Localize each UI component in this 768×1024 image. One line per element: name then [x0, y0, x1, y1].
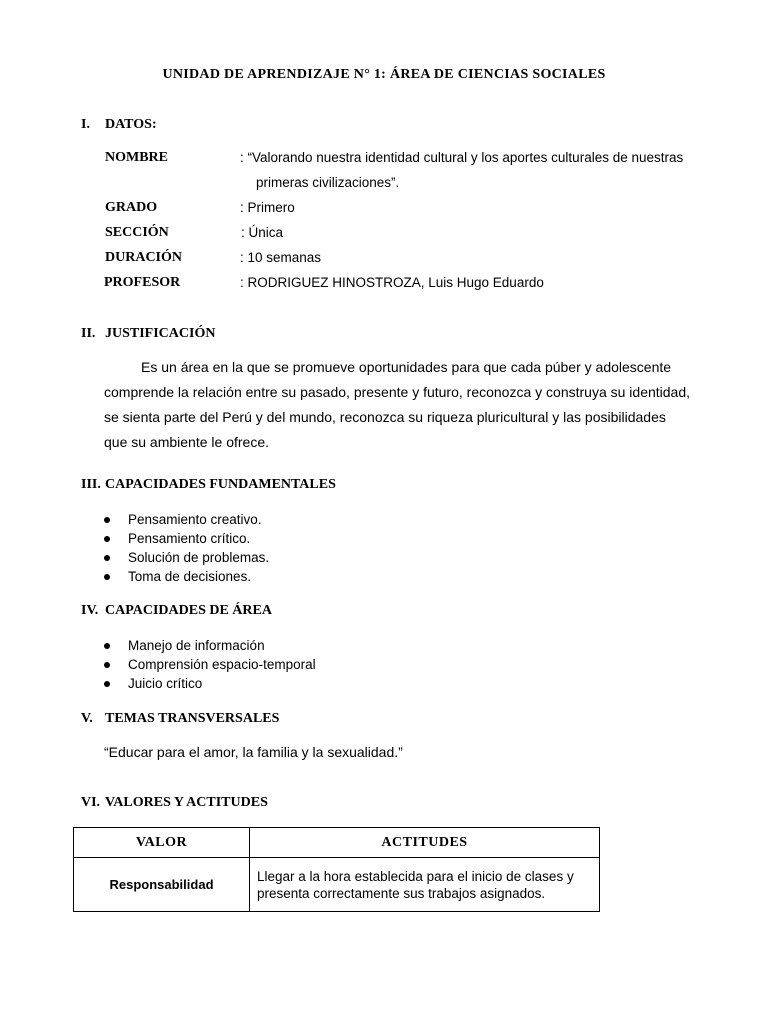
list-item: Pensamiento creativo. — [128, 512, 262, 527]
bullet-icon — [104, 681, 110, 687]
grado-value: : Primero — [240, 200, 295, 215]
bullet-icon — [104, 574, 110, 580]
section-capacidades-fundamentales-heading — [81, 477, 336, 493]
actitudes-cell — [250, 858, 600, 912]
seccion-label: SECCIÓN — [105, 225, 169, 240]
valor-cell: Responsabilidad — [74, 858, 250, 912]
justificacion-line: que su ambiente le ofrece. — [104, 434, 269, 450]
list-item: Solución de problemas. — [128, 550, 269, 565]
section-number: I. — [81, 117, 90, 132]
list-item: Comprensión espacio-temporal — [128, 657, 316, 672]
grado-label: GRADO — [105, 200, 158, 215]
document-title: UNIDAD DE APRENDIZAJE N° 1: ÁREA DE CIENCIAS SOCIALES — [162, 67, 606, 82]
section-number: III. — [81, 477, 101, 492]
section-title: TEMAS TRANSVERSALES — [105, 711, 280, 726]
justificacion-line: comprende la relación entre su pasado, presente y futuro, reconozca y construya su identidad, — [104, 384, 691, 400]
seccion-value: : Única — [241, 225, 284, 240]
section-title: CAPACIDADES DE ÁREA — [105, 603, 272, 618]
section-title: CAPACIDADES FUNDAMENTALES — [105, 477, 336, 492]
profesor-value: : RODRIGUEZ HINOSTROZA, Luis Hugo Eduardo — [240, 275, 544, 290]
nombre-label: NOMBRE — [105, 150, 168, 165]
list-item: Pensamiento crítico. — [128, 531, 250, 546]
section-number: II. — [81, 326, 96, 341]
actitud-line: Llegar a la hora establecida para el inicio de clases y — [257, 868, 574, 884]
temas-transversales-text: “Educar para el amor, la familia y la sexualidad.” — [104, 744, 403, 760]
bullet-icon — [104, 662, 110, 668]
section-datos-heading — [81, 117, 157, 133]
bullet-icon — [104, 536, 110, 542]
justificacion-line: Es un área en la que se promueve oportunidades para que cada púber y adolescente — [141, 359, 672, 375]
nombre-value: : “Valorando nuestra identidad cultural y los aportes culturales de nuestras — [240, 150, 684, 165]
actitud-line: presenta correctamente sus trabajos asignados. — [257, 885, 546, 901]
section-title: VALORES Y ACTITUDES — [105, 795, 268, 810]
profesor-label: PROFESOR — [104, 275, 181, 290]
section-temas-transversales-heading — [81, 711, 279, 727]
column-header-actitudes: ACTITUDES — [250, 828, 600, 858]
section-capacidades-area-heading — [81, 603, 272, 619]
section-justificacion-heading — [81, 326, 215, 342]
bullet-icon — [104, 517, 110, 523]
column-header-valor: VALOR — [74, 828, 250, 858]
duracion-value: : 10 semanas — [240, 250, 322, 265]
list-item: Juicio crítico — [128, 676, 202, 691]
list-item: Toma de decisiones. — [128, 569, 251, 584]
list-item: Manejo de información — [128, 638, 265, 653]
section-number: IV. — [81, 603, 99, 618]
bullet-icon — [104, 643, 110, 649]
bullet-icon — [104, 555, 110, 561]
table-header-row — [74, 828, 600, 858]
duracion-label: DURACIÓN — [105, 250, 182, 265]
section-number: V. — [81, 711, 93, 726]
section-valores-heading — [81, 795, 268, 811]
section-title: DATOS: — [105, 117, 157, 132]
section-title: JUSTIFICACIÓN — [105, 326, 216, 341]
nombre-value-continued: primeras civilizaciones”. — [256, 175, 400, 190]
section-number: VI. — [81, 795, 101, 810]
valores-actitudes-table — [73, 827, 600, 912]
table-row — [74, 858, 600, 912]
justificacion-line: se sienta parte del Perú y del mundo, reconozca su riqueza pluricultural y las posibilidades — [104, 409, 666, 425]
